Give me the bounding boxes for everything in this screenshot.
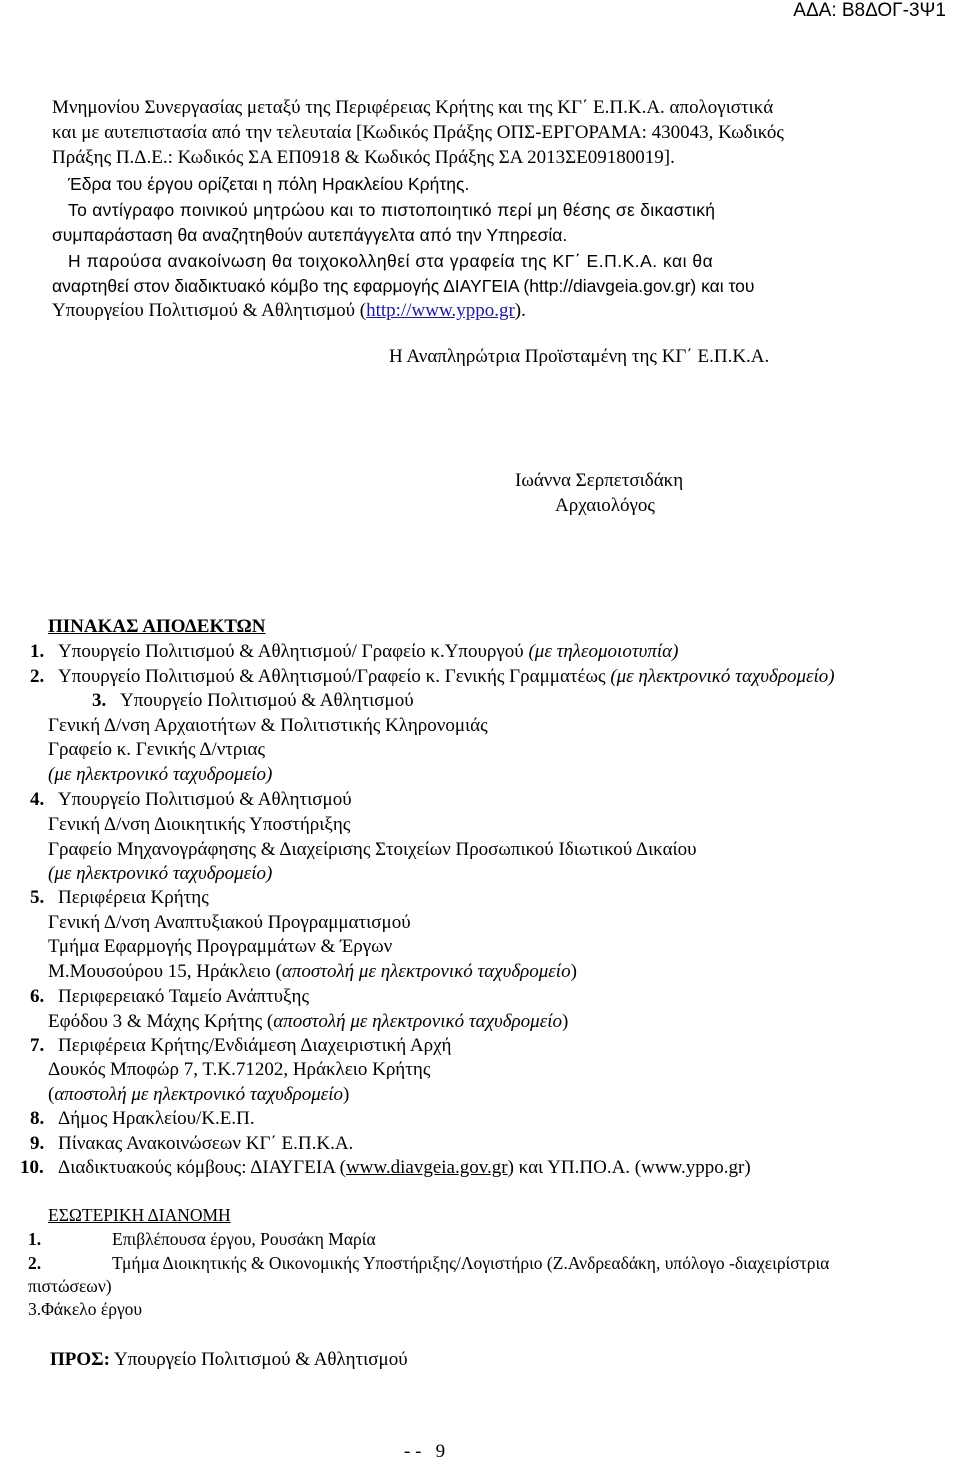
recipient-5-note: αποστολή με ηλεκτρονικό ταχυδρομείο xyxy=(281,961,571,982)
recipient-6-number: 6. xyxy=(30,986,45,1007)
body-line-8: αναρτηθεί στον διαδικτυακό κόμβο της εφαρμογής ΔΙΑΥΓΕΙΑ (http://diavgeia.gov.gr) και του xyxy=(52,276,755,296)
body-line-9-text: Υπουργείου Πολιτισμού & Αθλητισμού ( xyxy=(52,300,367,321)
recipient-10-end: ) και ΥΠ.ΠΟ.Α. (www.yppo.gr) xyxy=(507,1157,751,1178)
recipient-10 xyxy=(20,1156,751,1180)
internal-1 xyxy=(28,1227,376,1251)
recipient-9 xyxy=(30,1132,353,1156)
recipient-6-address: Εφόδου 3 & Μάχης Κρήτης ( xyxy=(48,1011,274,1032)
recipient-6-line-1: Περιφερειακό Ταμείο Ανάπτυξης xyxy=(58,986,309,1007)
body-line-9-end: ). xyxy=(514,300,526,321)
recipient-7-open: ( xyxy=(48,1084,55,1105)
recipient-7-close: ) xyxy=(343,1084,350,1105)
recipient-8 xyxy=(30,1107,255,1131)
recipient-3 xyxy=(92,689,414,713)
pros-line xyxy=(50,1348,408,1372)
pros-label: ΠΡΟΣ: xyxy=(50,1349,110,1370)
internal-1-text: Επιβλέπουσα έργου, Ρουσάκη Μαρία xyxy=(112,1229,376,1249)
recipient-6-close: ) xyxy=(561,1011,569,1032)
body-line-6: συμπαράσταση θα αναζητηθούν αυτεπάγγελτα από την Υπηρεσία. xyxy=(52,225,568,245)
recipient-3-line-1: Υπουργείο Πολιτισμού & Αθλητισμού xyxy=(120,690,414,711)
page-number: - - 9 xyxy=(404,1441,446,1462)
body-line-9 xyxy=(52,299,526,323)
recipient-5-close: ) xyxy=(570,961,577,982)
recipient-7 xyxy=(30,1034,451,1058)
recipient-2 xyxy=(30,665,835,689)
recipient-8-number: 8. xyxy=(30,1108,45,1129)
diavgeia-link[interactable]: www.diavgeia.gov.gr xyxy=(345,1157,508,1178)
recipient-4-line-2: Γενική Δ/νση Διοικητικής Υποστήριξης xyxy=(48,814,351,835)
recipient-1 xyxy=(30,640,678,664)
body-line-2: και με αυτεπιστασία από την τελευταία [Κωδικός Πράξης ΟΠΣ-ΕΡΓΟΡΑΜΑ: 430043, Κωδικός xyxy=(52,122,784,143)
recipient-6-note: αποστολή με ηλεκτρονικό ταχυδρομείο xyxy=(273,1011,562,1032)
recipient-3-line-3: Γραφείο κ. Γενικής Δ/ντριας xyxy=(48,739,265,760)
recipient-6-line-2 xyxy=(48,1010,568,1034)
recipient-1-text: Υπουργείο Πολιτισμού & Αθλητισμού/ Γραφείο κ.Υπουργού xyxy=(58,641,524,662)
recipient-3-line-2: Γενική Δ/νση Αρχαιοτήτων & Πολιτιστικής Κληρονομιάς xyxy=(48,715,488,736)
recipient-7-line-3 xyxy=(48,1083,349,1107)
recipient-3-number: 3. xyxy=(92,690,107,711)
body-line-4: Έδρα του έργου ορίζεται η πόλη Ηρακλείου Κρήτης. xyxy=(68,174,470,194)
recipient-6 xyxy=(30,985,309,1009)
internal-3: 3.Φάκελο έργου xyxy=(28,1299,143,1319)
signature-name: Ιωάννα Σερπετσιδάκη xyxy=(515,470,684,491)
recipient-4-number: 4. xyxy=(30,789,45,810)
internal-2 xyxy=(28,1251,829,1275)
body-line-3: Πράξης Π.Δ.Ε.: Κωδικός ΣΑ ΕΠ0918 & Κωδικός Πράξης ΣΑ 2013ΣΕ09180019]. xyxy=(52,147,675,168)
ada-code: ΑΔΑ: Β8ΔΟΓ-3Ψ1 xyxy=(793,0,946,21)
recipient-4-line-3: Γραφείο Μηχανογράφησης & Διαχείρισης Στοιχείων Προσωπικού Ιδιωτικού Δικαίου xyxy=(48,839,697,860)
internal-2-text: Τμήμα Διοικητικής & Οικονομικής Υποστήριξης/Λογιστήριο (Ζ.Ανδρεαδάκη, υπόλογο -διαχειρίστρια xyxy=(112,1253,830,1273)
recipient-5-number: 5. xyxy=(30,887,45,908)
recipient-5-line-2: Γενική Δ/νση Αναπτυξιακού Προγραμματισμού xyxy=(48,912,411,933)
recipient-10-number: 10. xyxy=(20,1157,44,1178)
recipient-9-text: Πίνακας Ανακοινώσεων ΚΓ΄ Ε.Π.Κ.Α. xyxy=(58,1133,354,1154)
pros-text: Υπουργείο Πολιτισμού & Αθλητισμού xyxy=(113,1349,408,1370)
recipient-5 xyxy=(30,886,209,910)
signature-title: Αρχαιολόγος xyxy=(555,495,655,516)
recipients-heading: ΠΙΝΑΚΑΣ ΑΠΟΔΕΚΤΩΝ xyxy=(48,616,266,637)
recipient-3-note: (με ηλεκτρονικό ταχυδρομείο) xyxy=(48,764,273,785)
recipient-5-line-1: Περιφέρεια Κρήτης xyxy=(58,887,209,908)
yppo-link[interactable]: http://www.yppo.gr xyxy=(366,300,515,321)
recipient-10-text: Διαδικτυακούς κόμβους: ΔΙΑΥΓΕΙΑ ( xyxy=(58,1157,346,1178)
recipient-9-number: 9. xyxy=(30,1133,45,1154)
recipient-2-note: (με ηλεκτρονικό ταχυδρομείο) xyxy=(610,666,835,687)
internal-2-continued: πιστώσεων) xyxy=(28,1276,112,1296)
internal-1-number: 1. xyxy=(28,1229,42,1249)
body-line-7: Η παρούσα ανακοίνωση θα τοιχοκολληθεί στα γραφεία της ΚΓ΄ Ε.Π.Κ.Α. και θα xyxy=(68,251,714,271)
body-line-5: Το αντίγραφο ποινικού μητρώου και το πιστοποιητικό περί μη θέσης σε δικαστική xyxy=(68,200,716,220)
recipient-2-number: 2. xyxy=(30,666,45,687)
recipient-7-line-1: Περιφέρεια Κρήτης/Ενδιάμεση Διαχειριστική Αρχή xyxy=(58,1035,452,1056)
recipient-7-note: αποστολή με ηλεκτρονικό ταχυδρομείο xyxy=(54,1084,344,1105)
recipient-7-number: 7. xyxy=(30,1035,45,1056)
recipient-8-text: Δήμος Ηρακλείου/Κ.Ε.Π. xyxy=(58,1108,255,1129)
recipient-7-line-2: Δουκός Μποφώρ 7, Τ.Κ.71202, Ηράκλειο Κρήτης xyxy=(48,1059,431,1080)
body-line-1: Μνημονίου Συνεργασίας μεταξύ της Περιφέρειας Κρήτης και της ΚΓ΄ Ε.Π.Κ.Α. απολογιστικά xyxy=(52,97,774,118)
recipient-4-note: (με ηλεκτρονικό ταχυδρομείο) xyxy=(48,863,273,884)
recipient-4 xyxy=(30,788,352,812)
recipient-2-text: Υπουργείο Πολιτισμού & Αθλητισμού/Γραφείο κ. Γενικής Γραμματέως xyxy=(58,666,606,687)
recipient-5-address: Μ.Μουσούρου 15, Ηράκλειο ( xyxy=(48,961,282,982)
recipient-4-line-1: Υπουργείο Πολιτισμού & Αθλητισμού xyxy=(58,789,352,810)
recipient-5-line-4 xyxy=(48,960,577,984)
signature-role: Η Αναπληρώτρια Προϊσταμένη της ΚΓ΄ Ε.Π.Κ.Α. xyxy=(389,346,770,367)
recipient-5-line-3: Τμήμα Εφαρμογής Προγραμμάτων & Έργων xyxy=(48,936,393,957)
internal-heading: ΕΣΩΤΕΡΙΚΗ ΔΙΑΝΟΜΗ xyxy=(48,1205,231,1225)
internal-2-number: 2. xyxy=(28,1253,42,1273)
recipient-1-number: 1. xyxy=(30,641,45,662)
recipient-1-note: (με τηλεομοιοτυπία) xyxy=(528,641,679,662)
